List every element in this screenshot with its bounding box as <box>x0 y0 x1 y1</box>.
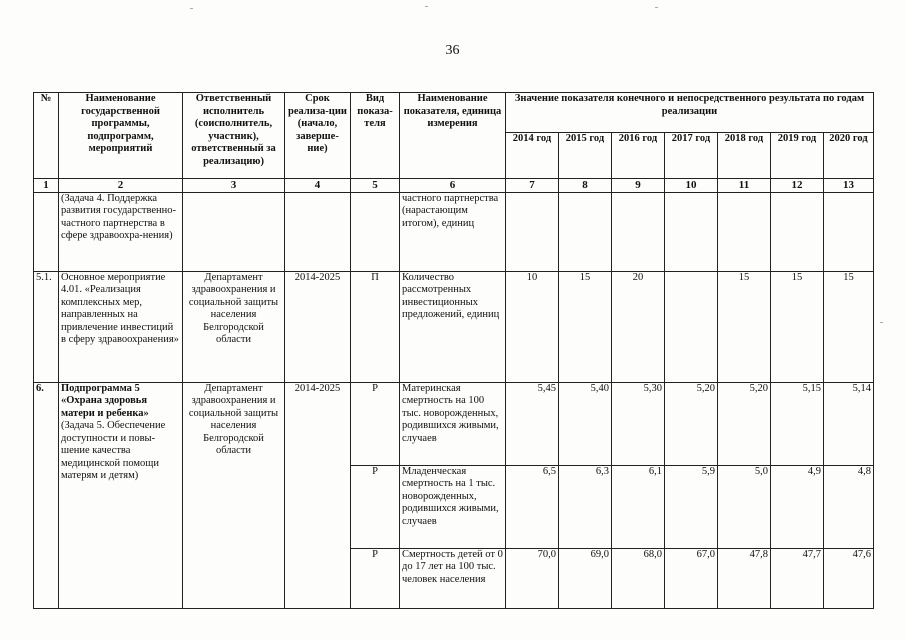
row-indicator: частного партнерства (нарастающим итогом), единиц <box>400 192 506 271</box>
year-2014: 2014 год <box>506 133 559 179</box>
row-value: 15 <box>559 271 612 382</box>
col-number: 3 <box>183 179 285 193</box>
row-no: 5.1. <box>34 271 59 382</box>
year-2020: 2020 год <box>824 133 874 179</box>
row-value: 69,0 <box>559 548 612 608</box>
row-value: 47,7 <box>771 548 824 608</box>
row-value: 20 <box>612 271 665 382</box>
col-number: 6 <box>400 179 506 193</box>
row-name: (Задача 4. Поддержка развития государственно-частного партнерства в сфере здравоохра-нения) <box>59 192 183 271</box>
scan-speck <box>190 8 193 9</box>
row-indicator: Материнская смертность на 100 тыс. новорожденных, родившихся живыми, случаев <box>400 382 506 465</box>
row-value: 5,15 <box>771 382 824 465</box>
row-value <box>824 192 874 271</box>
col-number: 5 <box>351 179 400 193</box>
subprogram-no: 6. <box>34 382 59 608</box>
col-number: 11 <box>718 179 771 193</box>
table-row <box>34 271 874 382</box>
col-number: 2 <box>59 179 183 193</box>
row-value: 70,0 <box>506 548 559 608</box>
row-value: 15 <box>824 271 874 382</box>
row-executor <box>183 192 285 271</box>
subprogram-term: 2014-2025 <box>285 382 351 608</box>
page-number: 36 <box>445 43 460 58</box>
header-name: Наименование государственной программы, подпрограмм, мероприятий <box>59 93 183 179</box>
row-value <box>718 192 771 271</box>
row-no <box>34 192 59 271</box>
col-number: 8 <box>559 179 612 193</box>
row-value: 10 <box>506 271 559 382</box>
col-number: 10 <box>665 179 718 193</box>
year-2019: 2019 год <box>771 133 824 179</box>
header-term: Срок реализа-ции (начало, заверше-ние) <box>285 93 351 179</box>
row-value: 5,40 <box>559 382 612 465</box>
subprogram-task: (Задача 5. Обеспечение доступности и повы-шение качества медицинской помощи матерям и детям) <box>61 420 166 481</box>
row-kind: П <box>351 271 400 382</box>
header-row <box>34 93 874 133</box>
row-value: 4,8 <box>824 465 874 548</box>
scan-speck <box>655 7 658 8</box>
row-term <box>285 192 351 271</box>
header-no: № <box>34 93 59 179</box>
row-name: Основное мероприятие 4.01. «Реализация комплексных мер, направленных на привлечение инвестиций в сферу здравоохранения» <box>59 271 183 382</box>
col-number: 1 <box>34 179 59 193</box>
row-value: 4,9 <box>771 465 824 548</box>
year-2018: 2018 год <box>718 133 771 179</box>
year-2016: 2016 год <box>612 133 665 179</box>
col-number: 4 <box>285 179 351 193</box>
row-value: 6,5 <box>506 465 559 548</box>
row-value: 5,0 <box>718 465 771 548</box>
row-kind: Р <box>351 382 400 465</box>
row-kind: Р <box>351 548 400 608</box>
row-value: 5,20 <box>718 382 771 465</box>
table-row <box>34 382 874 465</box>
row-indicator: Смертность детей от 0 до 17 лет на 100 тыс. человек населения <box>400 548 506 608</box>
year-2017: 2017 год <box>665 133 718 179</box>
subprogram-name <box>59 382 183 608</box>
row-indicator: Младенческая смертность на 1 тыс. новорожденных, родившихся живыми, случаев <box>400 465 506 548</box>
col-number: 12 <box>771 179 824 193</box>
row-value: 5,9 <box>665 465 718 548</box>
row-value <box>612 192 665 271</box>
program-table <box>33 92 874 609</box>
year-2015: 2015 год <box>559 133 612 179</box>
row-value: 15 <box>718 271 771 382</box>
subprogram-title: Подпрограмма 5 «Охрана здоровья матери и ребенка» <box>61 382 149 419</box>
row-kind: Р <box>351 465 400 548</box>
row-value <box>506 192 559 271</box>
row-executor: Департамент здравоохранения и социальной защиты населения Белгородской области <box>183 271 285 382</box>
header-kind: Вид показа-теля <box>351 93 400 179</box>
row-indicator: Количество рассмотренных инвестиционных предложений, единиц <box>400 271 506 382</box>
scan-speck <box>880 322 883 323</box>
row-value: 68,0 <box>612 548 665 608</box>
header-executor: Ответственный исполнитель (соисполнитель, участник), ответственный за реализацию) <box>183 93 285 179</box>
row-value: 5,14 <box>824 382 874 465</box>
row-value: 5,30 <box>612 382 665 465</box>
row-term: 2014-2025 <box>285 271 351 382</box>
row-kind <box>351 192 400 271</box>
row-value <box>771 192 824 271</box>
column-numbers-row <box>34 179 874 193</box>
row-value <box>665 192 718 271</box>
row-value: 47,8 <box>718 548 771 608</box>
table-row <box>34 192 874 271</box>
row-value: 5,20 <box>665 382 718 465</box>
row-value: 15 <box>771 271 824 382</box>
scan-speck <box>425 6 428 7</box>
header-values: Значение показателя конечного и непосредственного результата по годам реализации <box>506 93 874 133</box>
header-indicator: Наименование показателя, единица измерения <box>400 93 506 179</box>
subprogram-executor: Департамент здравоохранения и социальной защиты населения Белгородской области <box>183 382 285 608</box>
col-number: 9 <box>612 179 665 193</box>
col-number: 7 <box>506 179 559 193</box>
row-value: 47,6 <box>824 548 874 608</box>
row-value <box>665 271 718 382</box>
row-value <box>559 192 612 271</box>
row-value: 6,1 <box>612 465 665 548</box>
row-value: 6,3 <box>559 465 612 548</box>
row-value: 5,45 <box>506 382 559 465</box>
col-number: 13 <box>824 179 874 193</box>
row-value: 67,0 <box>665 548 718 608</box>
